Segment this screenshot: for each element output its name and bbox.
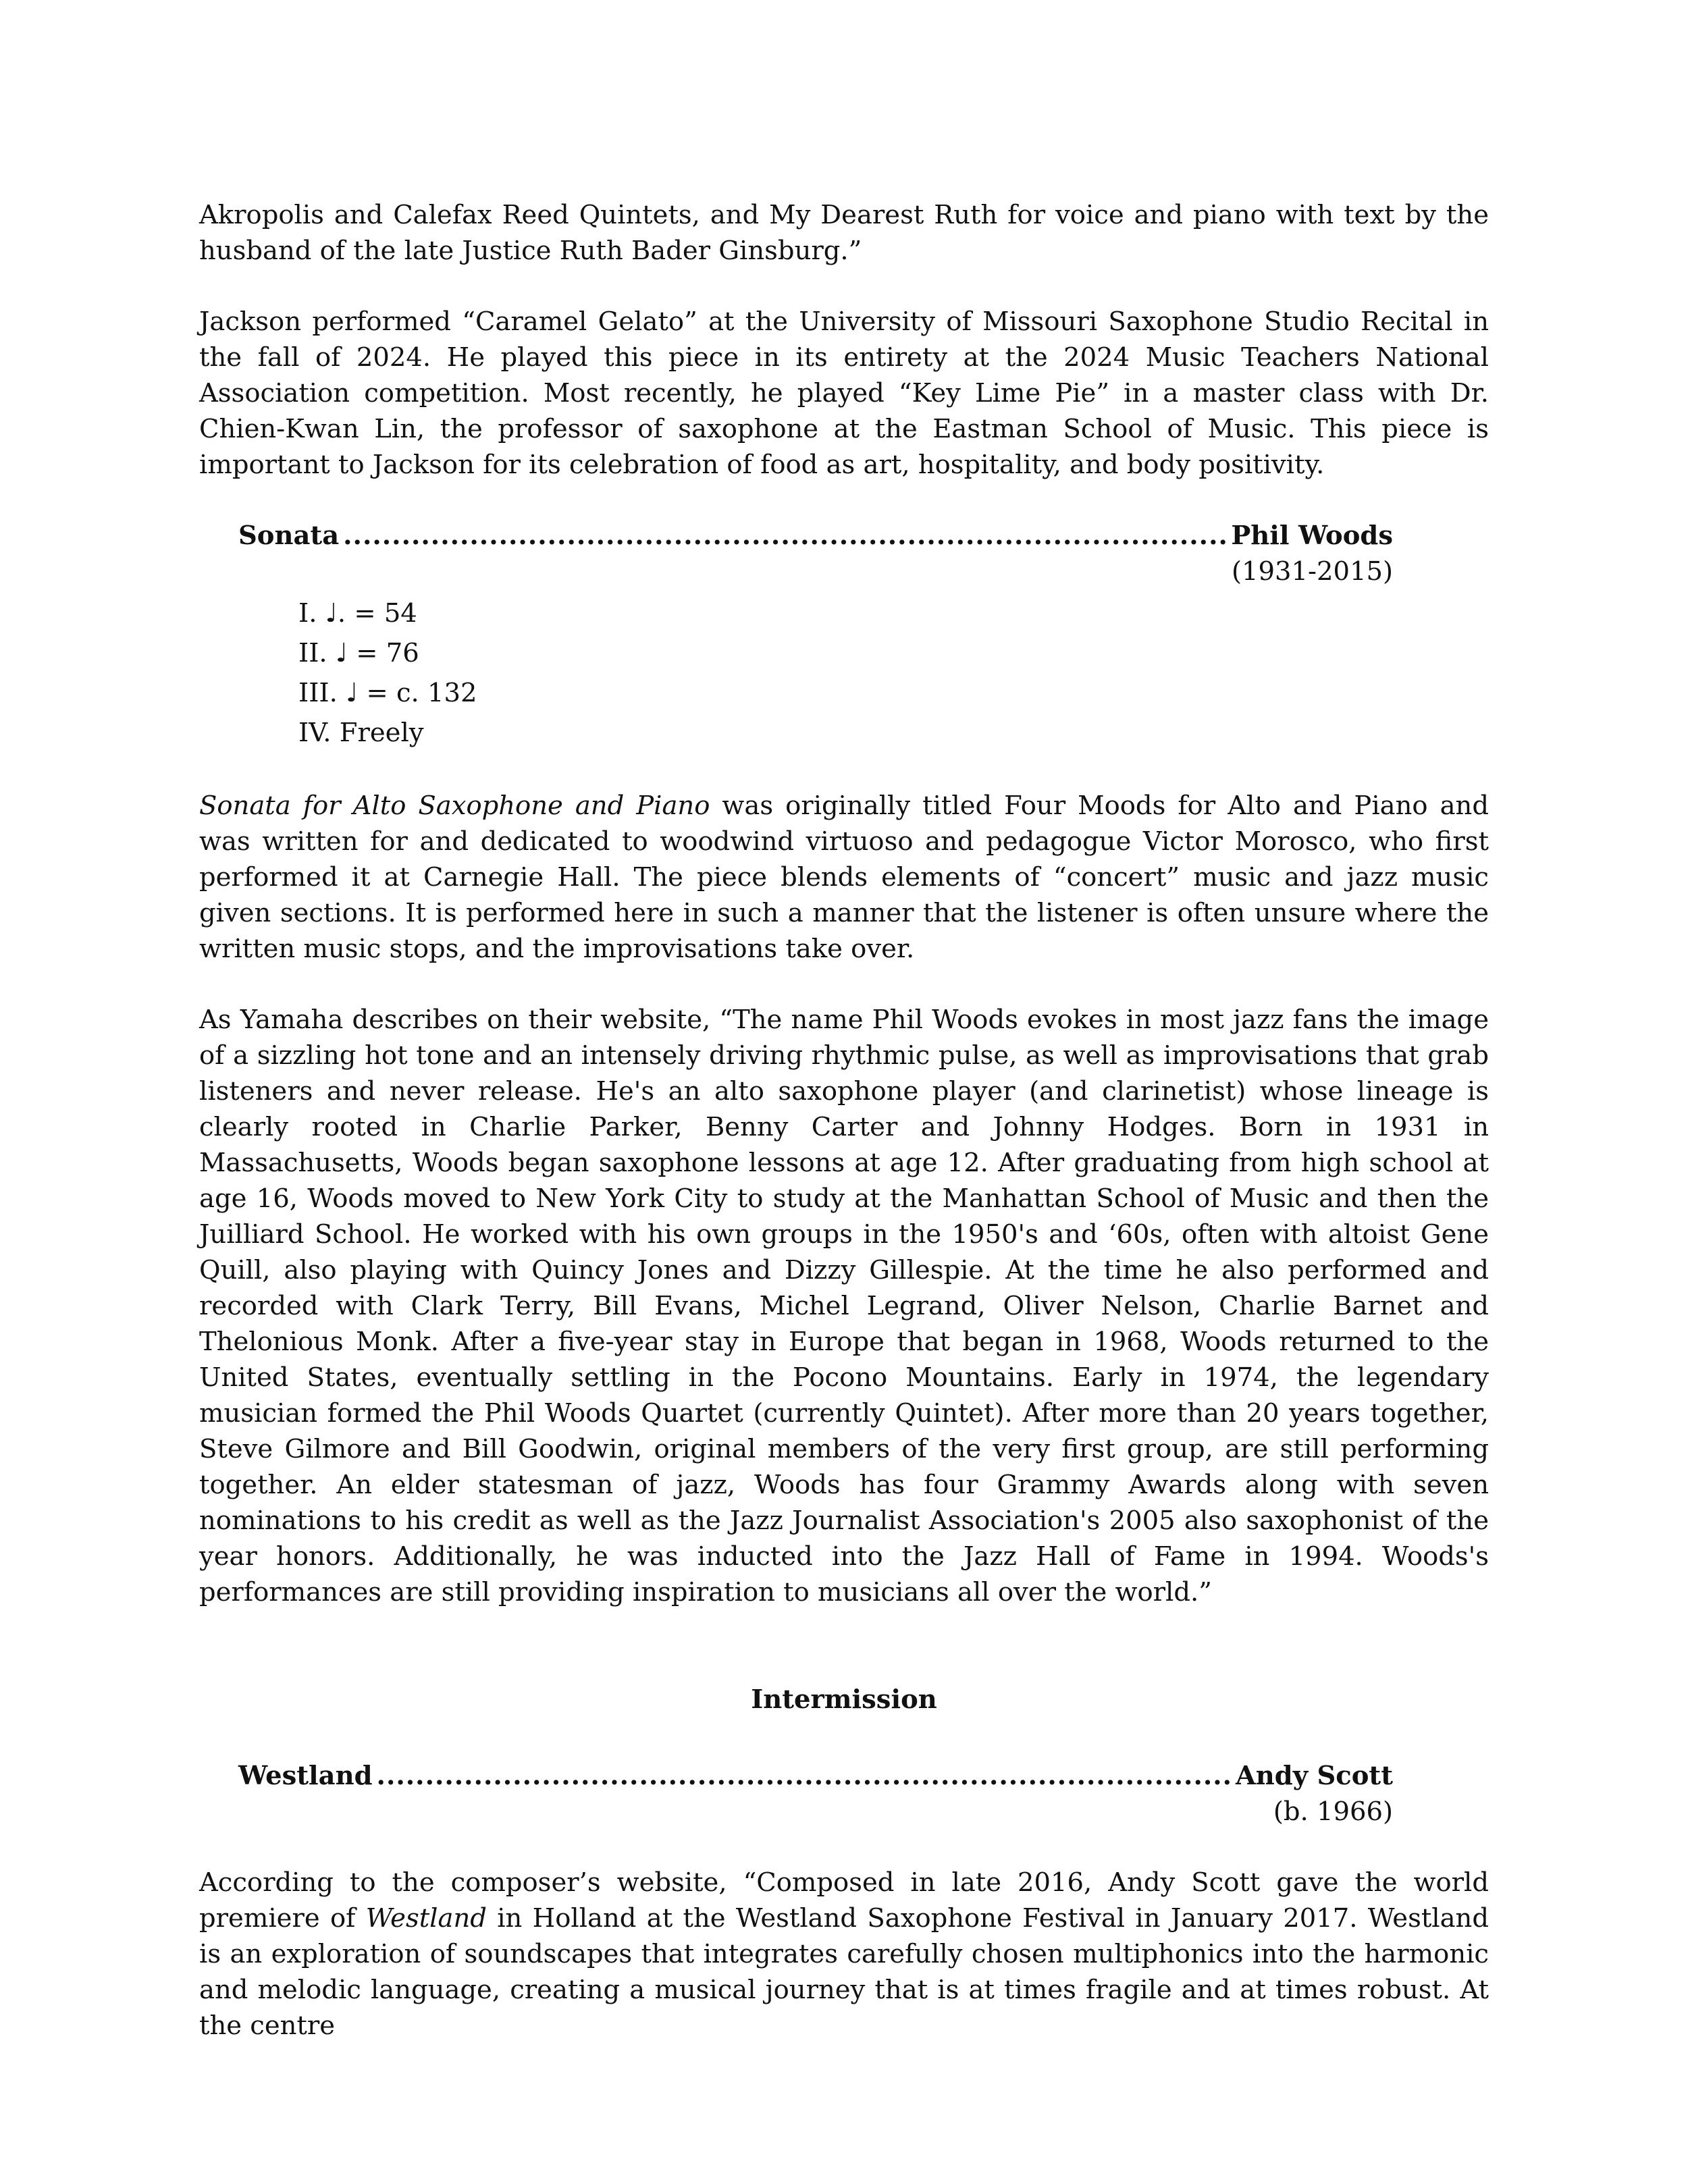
composer-dates: (1931-2015): [1231, 556, 1393, 587]
dot-leader: [377, 1758, 1232, 1794]
paragraph-westland: [199, 1865, 1489, 2044]
intermission-heading: Intermission: [751, 1684, 937, 1715]
paragraph-sonata-text: was originally titled Four Moods for Alto and Piano and was written for and dedicated to woodwind virtuoso and pedagogue Victor Morosco, who first performed it at Carnegie Hall. The piece blends elements of “concert” music and jazz music given sections. It is performed here in such a manner that the listener is often unsure where the written music stops, and the improvisations take over.: [199, 791, 1489, 964]
paragraph-westland-text: According to the composer’s website, “Composed in late 2016, Andy Scott gave the world premiere of: [199, 1867, 1489, 1934]
westland-title-italic: Westland: [365, 1903, 487, 1934]
movement-item: IV. Freely: [298, 718, 424, 748]
piece-title: Westland: [238, 1761, 373, 1791]
paragraph-jackson: Jackson performed “Caramel Gelato” at the University of Missouri Saxophone Studio Recital in the fall of 2024. He played this piece in its entirety at the 2024 Music Teachers National Association competition. Most recently, he played “Key Lime Pie” in a master class with Dr. Chien-Kwan Lin, the professor of saxophone at the Eastman School of Music. This piece is important to Jackson for its celebration of food as art, hospitality, and body positivity.: [199, 307, 1489, 480]
paragraph-sonata: [199, 788, 1489, 967]
paragraph-ginsburg: Akropolis and Calefax Reed Quintets, and My Dearest Ruth for voice and piano with text by the husband of the late Justice Ruth Bader Ginsburg.”: [199, 200, 1489, 266]
paragraph-yamaha-quote: As Yamaha describes on their website, “The name Phil Woods evokes in most jazz fans the image of a sizzling hot tone and an intensely driving rhythmic pulse, as well as improvisations that grab listeners and never release. He's an alto saxophone player (and clarinetist) whose lineage is clearly rooted in Charlie Parker, Benny Carter and Johnny Hodges. Born in 1931 in Massachusetts, Woods began saxophone lessons at age 12. After graduating from high school at age 16, Woods moved to New York City to study at the Manhattan School of Music and then the Juilliard School. He worked with his own groups in the 1950's and ‘60s, often with altoist Gene Quill, also playing with Quincy Jones and Dizzy Gillespie. At the time he also performed and recorded with Clark Terry, Bill Evans, Michel Legrand, Oliver Nelson, Charlie Barnet and Thelonious Monk. After a five-year stay in Europe that began in 1968, Woods returned to the United States, eventually settling in the Pocono Mountains. Early in 1974, the legendary musician formed the Phil Woods Quartet (currently Quintet). After more than 20 years together, Steve Gilmore and Bill Goodwin, original members of the very first group, are still performing together. An elder statesman of jazz, Woods has four Grammy Awards along with seven nominations to his credit as well as the Jazz Journalist Association's 2005 also saxophonist of the year honors. Additionally, he was inducted into the Jazz Hall of Fame in 1994. Woods's performances are still providing inspiration to musicians all over the world.”: [199, 1005, 1489, 1607]
paragraph-westland-text: in Holland at the Westland Saxophone Festival in January 2017. Westland is an exploration of soundscapes that integrates carefully chosen multiphonics into the harmonic and melodic language, creating a musical journey that is at times fragile and at times robust. At the centre: [199, 1903, 1489, 2041]
program-page: [199, 197, 1489, 2044]
piece-title: Sonata: [238, 521, 340, 551]
dot-leader: [343, 518, 1227, 554]
movement-list: [298, 593, 1489, 753]
movement-item: III. ♩ = c. 132: [298, 678, 477, 708]
sonata-full-title: Sonata for Alto Saxophone and Piano: [199, 791, 710, 821]
composer-name: Andy Scott: [1235, 1761, 1393, 1791]
movement-item: II. ♩ = 76: [298, 638, 419, 668]
composer-name: Phil Woods: [1231, 521, 1393, 551]
sonata-heading: [238, 518, 1393, 554]
composer-dates: (b. 1966): [1273, 1796, 1393, 1827]
westland-heading: [238, 1758, 1393, 1794]
movement-item: I. ♩. = 54: [298, 598, 417, 629]
